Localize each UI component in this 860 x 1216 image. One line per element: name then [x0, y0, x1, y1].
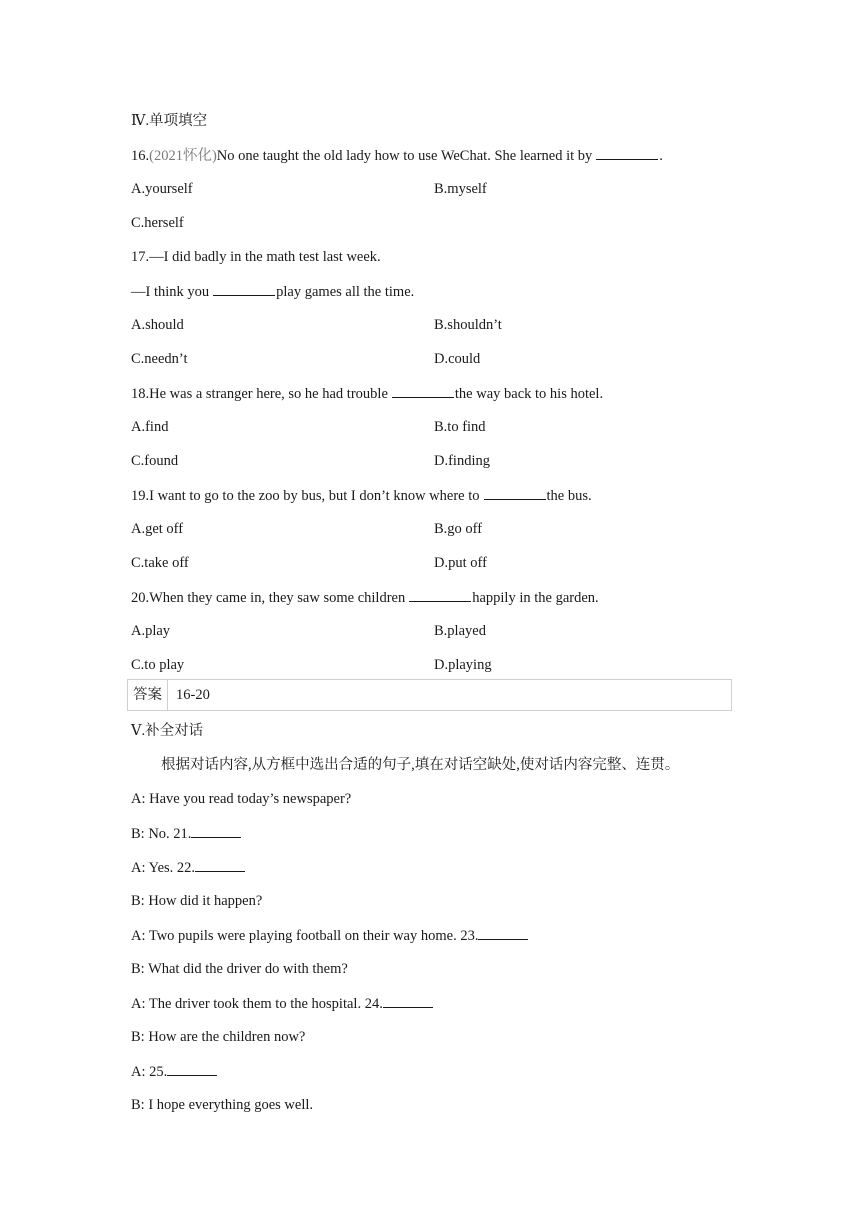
dialogue-line: [131, 892, 262, 910]
question-stem: I want to go to the zoo by bus, but I don’t know where to: [149, 488, 480, 504]
option-a: A.play: [131, 623, 171, 639]
question-stem-end: .: [659, 148, 663, 164]
question-17: [131, 248, 381, 266]
dialogue-blank: [191, 824, 241, 838]
dialogue-text: B: What did the driver do with them?: [131, 961, 348, 977]
dialogue-blank: [167, 1062, 217, 1076]
dialogue-line: [131, 1062, 218, 1081]
dialogue-text: A: Have you read today’s newspaper?: [131, 791, 352, 807]
dialogue-text: B: I hope everything goes well.: [131, 1097, 314, 1113]
option-a: A.get off: [131, 521, 184, 537]
question-20: [131, 588, 599, 607]
option-c: C.herself: [131, 215, 184, 231]
question-stem: —I think you: [131, 284, 210, 300]
section-title: Ⅴ.补全对话: [131, 723, 204, 739]
dialogue-text: A: The driver took them to the hospital. 24.: [131, 996, 383, 1012]
section-instruction: 根据对话内容,从方框中选出合适的句子,填在对话空缺处,使对话内容完整、连贯。: [161, 757, 680, 773]
question-source: (2021怀化): [149, 148, 217, 164]
section-title: Ⅳ.单项填空: [131, 113, 208, 129]
option-d: D.could: [434, 351, 481, 367]
question-stem: No one taught the old lady how to use WeChat. She learned it by: [216, 148, 593, 164]
option-a: A.find: [131, 419, 169, 435]
option-d: D.put off: [434, 555, 487, 571]
option-b: B.myself: [434, 181, 487, 197]
dialogue-line: [131, 824, 242, 843]
question-number: 16.: [131, 148, 150, 164]
dialogue-blank: [383, 994, 433, 1008]
option-c: C.found: [131, 453, 179, 469]
option-c: C.to play: [131, 657, 185, 673]
dialogue-blank: [195, 858, 245, 872]
option-b: B.go off: [434, 521, 483, 537]
dialogue-text: A: Yes. 22.: [131, 860, 196, 876]
dialogue-text: B: How did it happen?: [131, 893, 263, 909]
question-number: 18.: [131, 386, 150, 402]
answer-blank: [484, 486, 546, 500]
question-stem-end: the bus.: [546, 488, 592, 504]
answer-label: 答案: [128, 680, 168, 710]
question-number: 19.: [131, 488, 150, 504]
option-a: A.yourself: [131, 181, 193, 197]
dialogue-line: [131, 960, 348, 978]
question-17-reply: [131, 282, 414, 301]
question-stem: When they came in, they saw some children: [149, 590, 406, 606]
answer-blank: [409, 588, 471, 602]
dialogue-text: B: How are the children now?: [131, 1029, 306, 1045]
dialogue-line: [131, 1096, 313, 1114]
dialogue-line: [131, 926, 529, 945]
question-line: —I did badly in the math test last week.: [149, 249, 381, 265]
option-b: B.to find: [434, 419, 486, 435]
answer-blank: [596, 146, 658, 160]
option-b: B.shouldn’t: [434, 317, 502, 333]
question-number: 20.: [131, 590, 150, 606]
question-stem-end: play games all the time.: [276, 284, 415, 300]
option-c: C.needn’t: [131, 351, 188, 367]
question-16: [131, 146, 663, 165]
question-number: 17.: [131, 249, 150, 265]
question-18: [131, 384, 603, 403]
option-c: C.take off: [131, 555, 189, 571]
option-d: D.playing: [434, 657, 492, 673]
option-d: D.finding: [434, 453, 490, 469]
question-stem: He was a stranger here, so he had trouble: [149, 386, 388, 402]
answer-blank: [392, 384, 454, 398]
dialogue-line: [131, 790, 351, 808]
dialogue-blank: [478, 926, 528, 940]
question-19: [131, 486, 592, 505]
answer-blank: [213, 282, 275, 296]
answer-value: 16-20: [176, 687, 210, 703]
dialogue-line: [131, 1028, 305, 1046]
question-stem-end: the way back to his hotel.: [454, 386, 604, 402]
option-a: A.should: [131, 317, 184, 333]
dialogue-text: A: Two pupils were playing football on their way home. 23.: [131, 928, 479, 944]
dialogue-text: B: No. 21.: [131, 826, 192, 842]
dialogue-line: [131, 994, 434, 1013]
dialogue-text: A: 25.: [131, 1064, 168, 1080]
answer-box: [127, 679, 732, 711]
dialogue-line: [131, 858, 246, 877]
option-b: B.played: [434, 623, 486, 639]
question-stem-end: happily in the garden.: [472, 590, 599, 606]
